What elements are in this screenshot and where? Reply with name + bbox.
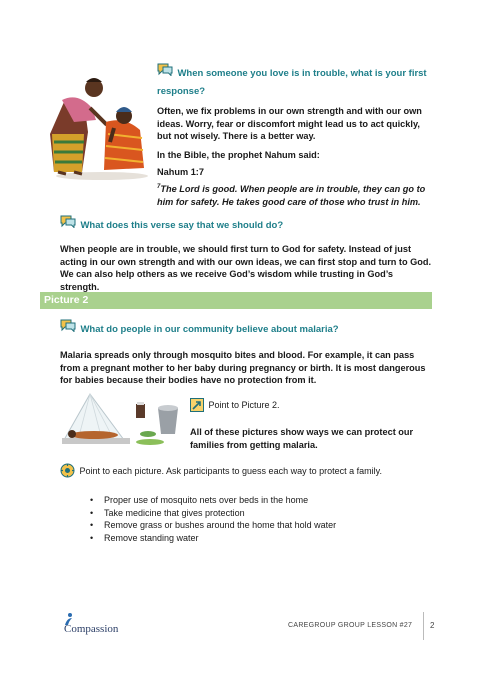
instruction-text: Point to each picture. Ask participants to guess each way to protect a family. — [79, 465, 382, 476]
speech-bubble-icon — [60, 319, 76, 332]
list-item: • Remove standing water — [90, 532, 420, 545]
footer-lesson: CAREGROUP GROUP LESSON #27 — [288, 622, 413, 629]
answer-paragraph-3: Malaria spreads only through mosquito bites and blood. For example, it can pass from a pregnant mother to her baby during pregnancy or birth. It is most dangerous for babies because their bodies have no protection from it. — [60, 350, 426, 386]
verse-body: The Lord is good. When people are in trouble, they can go to him for safety. He takes good care of those who trust in him. — [157, 184, 426, 207]
protect-text: All of these pictures show ways we can protect our families from getting malaria. — [190, 427, 414, 450]
section-bar: Picture 2 — [40, 292, 432, 309]
intro-paragraph: Often, we fix problems in our own strength and with our own ideas. Worry, fear or discomfort might lead us to act quickly, but not wisely. There is a better way. — [157, 106, 422, 142]
malaria-prevention-illustration — [58, 392, 184, 450]
answer-paragraph-2: When people are in trouble, we should first turn to God for safety. Instead of just acting in our own strength and with our own ideas, we can first stop and turn to God. We can also help others as we receive God’s wisdom while trusting in God’s strength. — [60, 244, 432, 292]
footer-divider — [423, 612, 424, 640]
speech-bubble-icon — [157, 63, 173, 76]
verse-number: 7 — [157, 184, 161, 190]
prevention-list — [90, 494, 420, 544]
compassion-logo — [62, 612, 132, 638]
question-text-3: What do people in our community believe about malaria? — [80, 324, 339, 335]
gear-flower-icon — [60, 463, 75, 478]
point-to-picture — [190, 396, 430, 414]
compassion-logo-text: Compassion — [64, 623, 119, 635]
instruction-line — [60, 462, 432, 480]
question-heading-3 — [60, 319, 430, 337]
question-heading-2 — [60, 215, 430, 233]
verse-text — [157, 181, 432, 208]
point-arrow-icon — [190, 398, 204, 412]
caregiver-illustration — [44, 72, 148, 182]
list-item: • Take medicine that gives protection — [90, 507, 420, 520]
bible-intro: In the Bible, the prophet Nahum said: — [157, 150, 320, 160]
verse-reference: Nahum 1:7 — [157, 167, 204, 177]
question-text-1: When someone you love is in trouble, what is your first response? — [157, 68, 427, 97]
question-heading-1 — [157, 63, 427, 99]
speech-bubble-icon — [60, 215, 76, 228]
point-to-picture-text: Point to Picture 2. — [208, 399, 280, 410]
question-text-2: What does this verse say that we should do? — [80, 220, 284, 231]
page-number: 2 — [430, 621, 435, 630]
list-item: • Remove grass or bushes around the home that hold water — [90, 519, 420, 532]
list-item: • Proper use of mosquito nets over beds in the home — [90, 494, 420, 507]
